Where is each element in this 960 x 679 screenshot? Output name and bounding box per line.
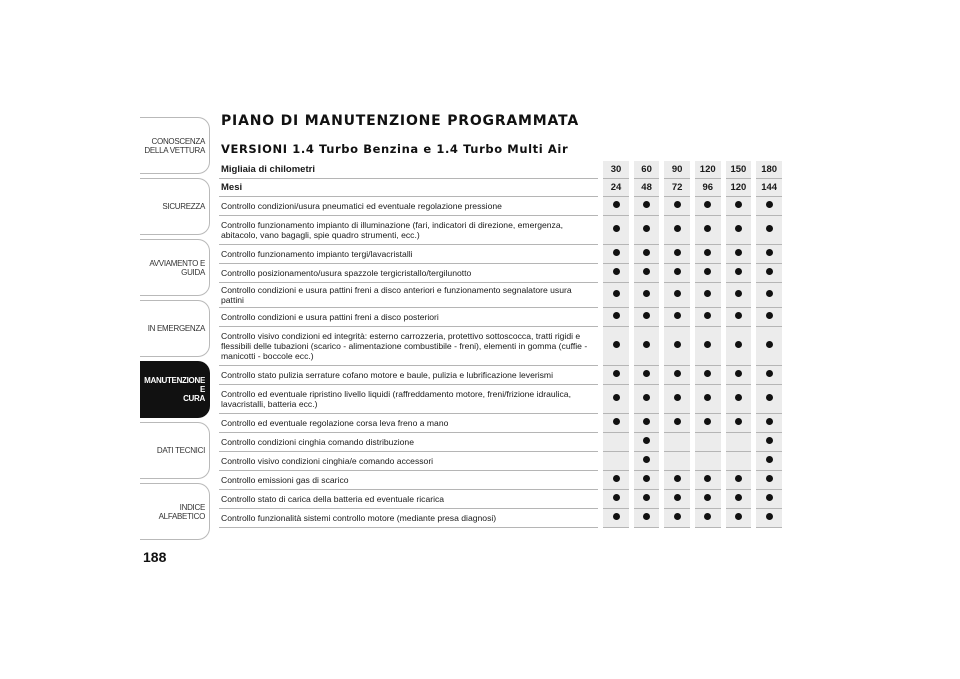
- check-cell: [692, 414, 723, 433]
- header-value: 72: [662, 179, 693, 197]
- check-cell: [662, 471, 693, 490]
- check-dot-icon: [735, 418, 742, 425]
- check-dot-icon: [704, 394, 711, 401]
- check-dot-icon: [674, 341, 681, 348]
- row-description: Controllo condizioni cinghia comando distribuzione: [219, 433, 601, 452]
- header-value: 90: [662, 161, 693, 179]
- check-cell: [662, 327, 693, 366]
- header-label: Migliaia di chilometri: [219, 161, 601, 179]
- check-cell: [723, 509, 754, 528]
- check-cell: [601, 433, 632, 452]
- check-dot-icon: [766, 201, 773, 208]
- check-cell: [601, 283, 632, 308]
- table-header-row: [219, 179, 782, 197]
- page-number: 188: [143, 549, 167, 565]
- check-cell: [723, 308, 754, 327]
- check-dot-icon: [643, 249, 650, 256]
- check-dot-icon: [674, 312, 681, 319]
- check-cell: [692, 283, 723, 308]
- check-cell: [692, 509, 723, 528]
- row-description: Controllo stato pulizia serrature cofano motore e baule, pulizia e lubrificazione leverismi: [219, 366, 601, 385]
- check-dot-icon: [704, 225, 711, 232]
- table-header-row: [219, 161, 782, 179]
- check-cell: [692, 366, 723, 385]
- check-dot-icon: [613, 475, 620, 482]
- check-cell: [723, 385, 754, 414]
- chapter-tab[interactable]: CONOSCENZA DELLA VETTURA: [140, 117, 210, 174]
- check-cell: [723, 327, 754, 366]
- check-cell: [631, 216, 662, 245]
- row-description: Controllo posizionamento/usura spazzole tergicristallo/tergilunotto: [219, 264, 601, 283]
- check-cell: [723, 471, 754, 490]
- table-row: [219, 216, 782, 245]
- table-row: [219, 471, 782, 490]
- check-cell: [723, 490, 754, 509]
- check-dot-icon: [674, 370, 681, 377]
- check-dot-icon: [766, 249, 773, 256]
- check-dot-icon: [643, 341, 650, 348]
- check-dot-icon: [704, 268, 711, 275]
- check-dot-icon: [766, 456, 773, 463]
- check-dot-icon: [613, 290, 620, 297]
- check-cell: [631, 197, 662, 216]
- check-cell: [754, 264, 782, 283]
- check-cell: [601, 471, 632, 490]
- row-description: Controllo condizioni e usura pattini freni a disco posteriori: [219, 308, 601, 327]
- header-value: 144: [754, 179, 782, 197]
- row-description: Controllo stato di carica della batteria ed eventuale ricarica: [219, 490, 601, 509]
- header-value: 24: [601, 179, 632, 197]
- header-value: 120: [723, 179, 754, 197]
- chapter-sidebar: [140, 117, 210, 544]
- check-dot-icon: [766, 475, 773, 482]
- check-dot-icon: [643, 370, 650, 377]
- check-cell: [662, 197, 693, 216]
- chapter-tab[interactable]: SICUREZZA: [140, 178, 210, 235]
- check-dot-icon: [674, 290, 681, 297]
- check-cell: [754, 366, 782, 385]
- check-dot-icon: [735, 341, 742, 348]
- check-cell: [723, 197, 754, 216]
- check-dot-icon: [766, 437, 773, 444]
- check-cell: [601, 216, 632, 245]
- check-dot-icon: [766, 494, 773, 501]
- table-row: [219, 433, 782, 452]
- check-cell: [723, 245, 754, 264]
- check-cell: [723, 414, 754, 433]
- check-cell: [754, 414, 782, 433]
- check-dot-icon: [643, 290, 650, 297]
- row-description: Controllo ed eventuale regolazione corsa leva freno a mano: [219, 414, 601, 433]
- check-cell: [631, 414, 662, 433]
- check-dot-icon: [704, 370, 711, 377]
- check-dot-icon: [766, 268, 773, 275]
- check-dot-icon: [766, 513, 773, 520]
- row-description: Controllo visivo condizioni ed integrità: esterno carrozzeria, protettivo sottoscocca, tratti rigidi e flessibili delle tubazioni (scarico - alimentazione combustibile - freni), elementi in gomma (cuffie - manicotti - boccole ecc.): [219, 327, 601, 366]
- check-dot-icon: [643, 475, 650, 482]
- header-value: 60: [631, 161, 662, 179]
- check-cell: [662, 509, 693, 528]
- check-cell: [631, 283, 662, 308]
- check-dot-icon: [613, 201, 620, 208]
- row-description: Controllo condizioni/usura pneumatici ed eventuale regolazione pressione: [219, 197, 601, 216]
- check-cell: [631, 433, 662, 452]
- check-dot-icon: [674, 418, 681, 425]
- chapter-tab[interactable]: MANUTENZIONE E CURA: [140, 361, 210, 418]
- check-cell: [601, 490, 632, 509]
- table-row: [219, 327, 782, 366]
- check-cell: [692, 245, 723, 264]
- check-cell: [692, 433, 723, 452]
- check-cell: [754, 509, 782, 528]
- check-dot-icon: [704, 513, 711, 520]
- check-dot-icon: [766, 370, 773, 377]
- check-dot-icon: [674, 249, 681, 256]
- header-value: 48: [631, 179, 662, 197]
- check-cell: [662, 264, 693, 283]
- chapter-tab[interactable]: IN EMERGENZA: [140, 300, 210, 357]
- check-cell: [754, 197, 782, 216]
- check-dot-icon: [735, 513, 742, 520]
- check-cell: [601, 197, 632, 216]
- check-dot-icon: [735, 370, 742, 377]
- check-dot-icon: [674, 513, 681, 520]
- check-dot-icon: [613, 394, 620, 401]
- page-title: PIANO DI MANUTENZIONE PROGRAMMATA: [221, 113, 579, 129]
- table-row: [219, 197, 782, 216]
- check-dot-icon: [643, 268, 650, 275]
- check-dot-icon: [766, 290, 773, 297]
- row-description: Controllo funzionamento impianto di illuminazione (fari, indicatori di direzione, emergenza, abitacolo, vano bagagli, spie quadro strumenti, ecc.): [219, 216, 601, 245]
- check-dot-icon: [674, 394, 681, 401]
- table-row: [219, 264, 782, 283]
- table-row: [219, 452, 782, 471]
- check-cell: [754, 471, 782, 490]
- check-cell: [662, 452, 693, 471]
- table-row: [219, 414, 782, 433]
- check-cell: [631, 490, 662, 509]
- check-cell: [631, 327, 662, 366]
- check-cell: [723, 283, 754, 308]
- table-row: [219, 245, 782, 264]
- row-description: Controllo ed eventuale ripristino livello liquidi (raffreddamento motore, freni/frizione idraulica, lavacristalli, batteria ecc.): [219, 385, 601, 414]
- check-dot-icon: [643, 418, 650, 425]
- check-cell: [754, 308, 782, 327]
- check-cell: [631, 366, 662, 385]
- chapter-tab[interactable]: INDICE ALFABETICO: [140, 483, 210, 540]
- check-dot-icon: [674, 475, 681, 482]
- check-cell: [692, 471, 723, 490]
- row-description: Controllo funzionalità sistemi controllo motore (mediante presa diagnosi): [219, 509, 601, 528]
- check-cell: [631, 452, 662, 471]
- check-dot-icon: [643, 437, 650, 444]
- check-cell: [692, 385, 723, 414]
- header-label: Mesi: [219, 179, 601, 197]
- table-row: [219, 490, 782, 509]
- check-dot-icon: [613, 249, 620, 256]
- check-dot-icon: [735, 249, 742, 256]
- check-dot-icon: [766, 312, 773, 319]
- check-dot-icon: [643, 394, 650, 401]
- check-dot-icon: [735, 290, 742, 297]
- check-dot-icon: [735, 475, 742, 482]
- check-cell: [754, 216, 782, 245]
- chapter-tab[interactable]: DATI TECNICI: [140, 422, 210, 479]
- check-dot-icon: [643, 312, 650, 319]
- check-cell: [662, 385, 693, 414]
- check-cell: [662, 433, 693, 452]
- table-row: [219, 366, 782, 385]
- check-cell: [723, 433, 754, 452]
- check-cell: [601, 452, 632, 471]
- check-dot-icon: [735, 394, 742, 401]
- check-dot-icon: [613, 225, 620, 232]
- check-cell: [723, 264, 754, 283]
- header-value: 120: [692, 161, 723, 179]
- check-cell: [662, 366, 693, 385]
- check-cell: [692, 264, 723, 283]
- check-cell: [631, 509, 662, 528]
- check-dot-icon: [766, 418, 773, 425]
- check-cell: [601, 414, 632, 433]
- check-dot-icon: [704, 494, 711, 501]
- check-cell: [692, 308, 723, 327]
- check-cell: [754, 245, 782, 264]
- check-cell: [662, 283, 693, 308]
- table-row: [219, 385, 782, 414]
- check-dot-icon: [613, 418, 620, 425]
- row-description: Controllo emissioni gas di scarico: [219, 471, 601, 490]
- check-dot-icon: [766, 225, 773, 232]
- check-dot-icon: [704, 201, 711, 208]
- check-dot-icon: [735, 494, 742, 501]
- check-cell: [662, 308, 693, 327]
- check-cell: [692, 216, 723, 245]
- check-cell: [631, 245, 662, 264]
- check-cell: [662, 414, 693, 433]
- check-cell: [601, 327, 632, 366]
- check-dot-icon: [643, 494, 650, 501]
- check-cell: [754, 490, 782, 509]
- check-cell: [631, 308, 662, 327]
- check-cell: [601, 308, 632, 327]
- row-description: Controllo condizioni e usura pattini freni a disco anteriori e funzionamento segnalatore usura pattini: [219, 283, 601, 308]
- check-dot-icon: [613, 268, 620, 275]
- check-cell: [662, 490, 693, 509]
- check-dot-icon: [735, 268, 742, 275]
- check-cell: [692, 197, 723, 216]
- check-dot-icon: [613, 312, 620, 319]
- check-dot-icon: [613, 370, 620, 377]
- check-dot-icon: [613, 513, 620, 520]
- check-cell: [631, 471, 662, 490]
- check-cell: [601, 385, 632, 414]
- check-cell: [692, 452, 723, 471]
- check-dot-icon: [674, 225, 681, 232]
- header-value: 180: [754, 161, 782, 179]
- check-cell: [601, 264, 632, 283]
- check-dot-icon: [704, 290, 711, 297]
- check-dot-icon: [704, 312, 711, 319]
- check-cell: [754, 327, 782, 366]
- table-row: [219, 308, 782, 327]
- check-dot-icon: [704, 475, 711, 482]
- check-cell: [754, 283, 782, 308]
- check-cell: [692, 327, 723, 366]
- check-dot-icon: [674, 494, 681, 501]
- check-dot-icon: [704, 418, 711, 425]
- check-cell: [662, 216, 693, 245]
- check-dot-icon: [674, 201, 681, 208]
- row-description: Controllo visivo condizioni cinghia/e comando accessori: [219, 452, 601, 471]
- chapter-tab[interactable]: AVVIAMENTO E GUIDA: [140, 239, 210, 296]
- check-dot-icon: [613, 494, 620, 501]
- check-dot-icon: [766, 394, 773, 401]
- check-dot-icon: [643, 513, 650, 520]
- check-dot-icon: [766, 341, 773, 348]
- check-cell: [601, 245, 632, 264]
- check-cell: [723, 366, 754, 385]
- section-subtitle: VERSIONI 1.4 Turbo Benzina e 1.4 Turbo Multi Air: [221, 142, 569, 156]
- check-cell: [754, 433, 782, 452]
- table-row: [219, 283, 782, 308]
- check-dot-icon: [735, 201, 742, 208]
- check-cell: [601, 509, 632, 528]
- check-cell: [723, 452, 754, 471]
- check-dot-icon: [704, 249, 711, 256]
- check-dot-icon: [643, 456, 650, 463]
- check-dot-icon: [643, 225, 650, 232]
- check-cell: [662, 245, 693, 264]
- check-cell: [631, 385, 662, 414]
- check-dot-icon: [613, 341, 620, 348]
- header-value: 150: [723, 161, 754, 179]
- check-dot-icon: [735, 225, 742, 232]
- table-row: [219, 509, 782, 528]
- maintenance-table: [219, 161, 782, 528]
- check-dot-icon: [735, 312, 742, 319]
- check-cell: [723, 216, 754, 245]
- check-dot-icon: [643, 201, 650, 208]
- header-value: 30: [601, 161, 632, 179]
- check-dot-icon: [674, 268, 681, 275]
- check-cell: [601, 366, 632, 385]
- check-cell: [631, 264, 662, 283]
- check-dot-icon: [704, 341, 711, 348]
- check-cell: [754, 385, 782, 414]
- check-cell: [692, 490, 723, 509]
- header-value: 96: [692, 179, 723, 197]
- check-cell: [754, 452, 782, 471]
- row-description: Controllo funzionamento impianto tergi/lavacristalli: [219, 245, 601, 264]
